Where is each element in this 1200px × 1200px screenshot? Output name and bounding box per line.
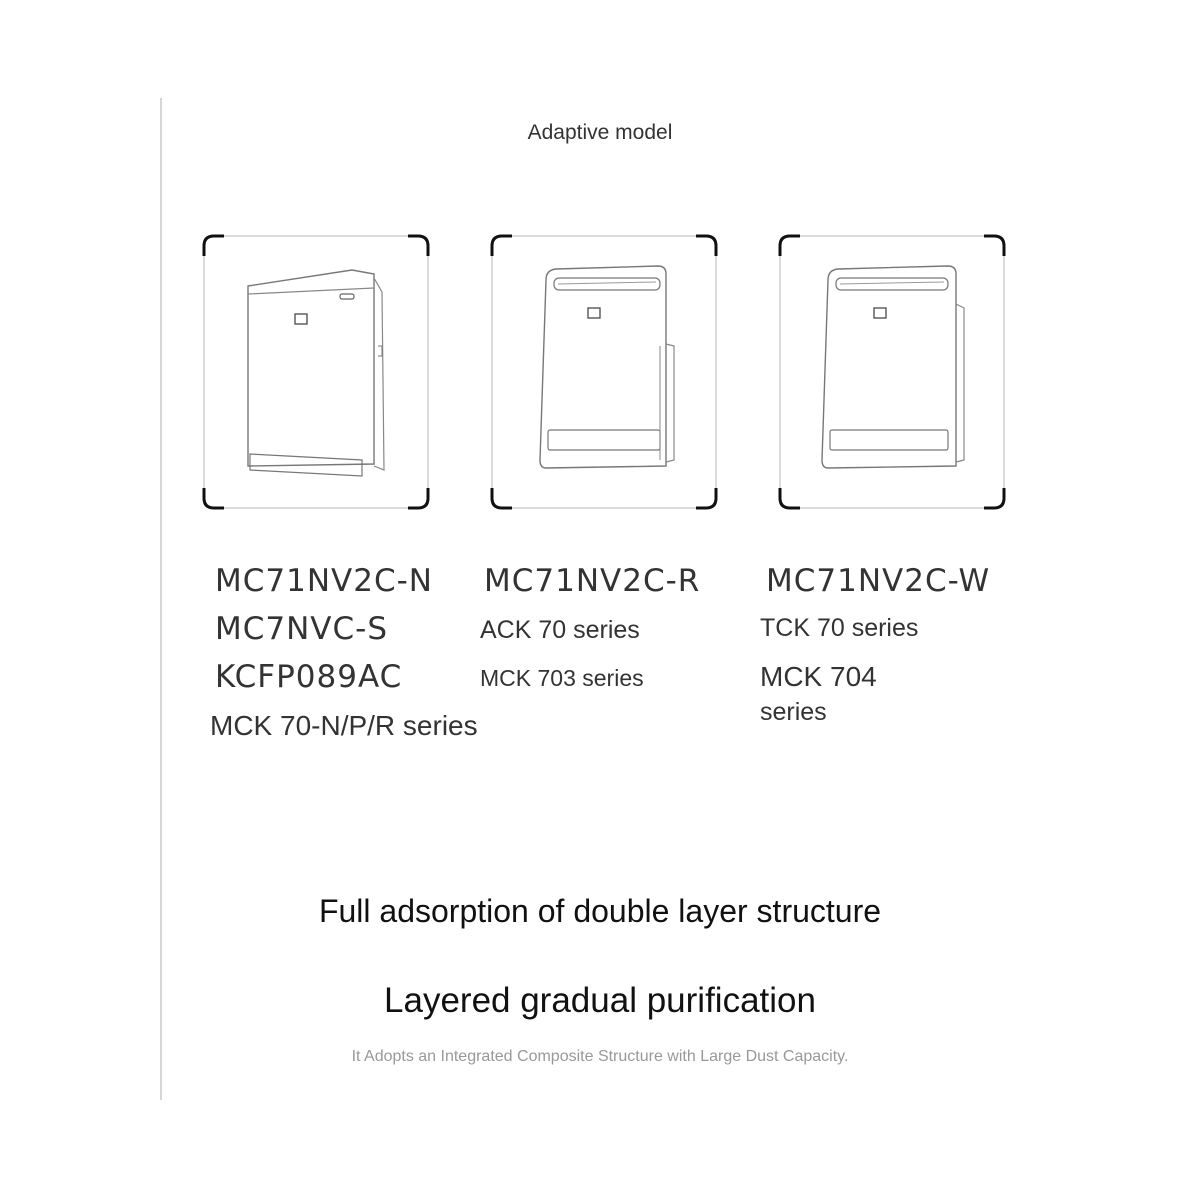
model-name: MC7NVC-S <box>215 611 389 647</box>
subheadline: Layered gradual purification <box>384 981 816 1020</box>
headline: Full adsorption of double layer structure <box>318 893 882 929</box>
model-name: KCFP089AC <box>215 659 403 695</box>
air-purifier-flat-top-icon <box>202 234 430 510</box>
model-name: MC71NV2C-R <box>484 563 701 599</box>
model-name: MC71NV2C-N <box>215 563 433 599</box>
model-name: MCK 70-N/P/R series <box>210 710 478 741</box>
air-purifier-vent-top-icon <box>778 234 1006 510</box>
product-card-2 <box>490 234 718 510</box>
product-card-1 <box>202 234 430 510</box>
air-purifier-vent-top-icon <box>490 234 718 510</box>
model-name: ACK 70 series <box>480 616 640 644</box>
model-name: MCK 704 <box>760 661 877 692</box>
section-title: Adaptive model <box>527 121 673 144</box>
model-name: MC71NV2C-W <box>766 563 991 599</box>
caption: It Adopts an Integrated Composite Structure with Large Dust Capacity. <box>351 1048 849 1065</box>
product-card-3 <box>778 234 1006 510</box>
model-name: series <box>760 698 827 726</box>
model-name: MCK 703 series <box>480 665 644 691</box>
model-name: TCK 70 series <box>760 614 919 642</box>
divider-line <box>160 98 162 1100</box>
